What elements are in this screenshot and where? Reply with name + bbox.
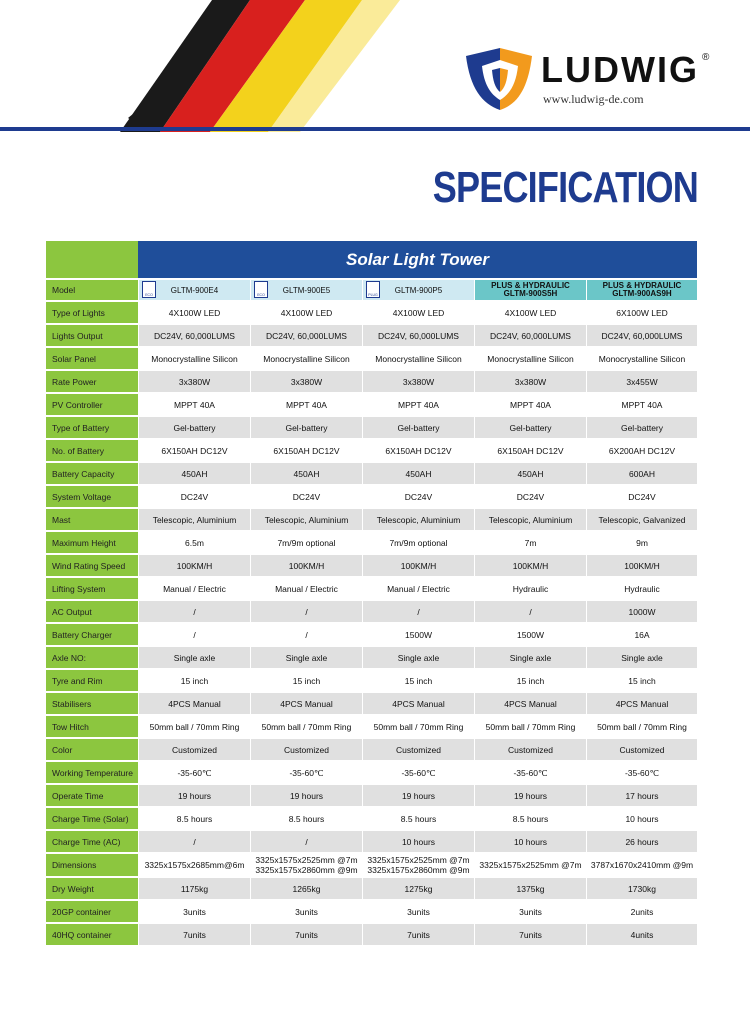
table-cell: DC24V, 60,000LUMS [251, 325, 362, 346]
table-cell: Customized [363, 739, 474, 760]
model-cell [139, 280, 250, 300]
table-cell: MPPT 40A [587, 394, 697, 415]
table-cell: Monocrystalline Silicon [139, 348, 250, 369]
registered-mark: ® [702, 52, 710, 63]
table-cell: Gel-battery [363, 417, 474, 438]
table-cell: DC24V [363, 486, 474, 507]
spec-table [46, 241, 697, 945]
table-cell: Manual / Electric [251, 578, 362, 599]
table-cell: 19 hours [251, 785, 362, 806]
table-cell: 4PCS Manual [139, 693, 250, 714]
table-row [46, 394, 697, 415]
model-cell [363, 280, 474, 300]
table-cell: / [139, 831, 250, 852]
table-cell: Telescopic, Galvanized [587, 509, 697, 530]
table-cell: 450AH [251, 463, 362, 484]
table-cell: / [363, 601, 474, 622]
table-cell: 100KM/H [587, 555, 697, 576]
table-cell: 6X200AH DC12V [587, 440, 697, 461]
table-cell: 50mm ball / 70mm Ring [139, 716, 250, 737]
table-cell: DC24V [475, 486, 586, 507]
table-cell: 15 inch [139, 670, 250, 691]
table-cell: DC24V [251, 486, 362, 507]
table-cell: 15 inch [363, 670, 474, 691]
table-cell: 3x380W [475, 371, 586, 392]
row-label: Charge Time (AC) [46, 831, 138, 852]
table-cell: 9m [587, 532, 697, 553]
table-cell: 8.5 hours [363, 808, 474, 829]
table-cell: 1275kg [363, 878, 474, 899]
table-row [46, 463, 697, 484]
table-cell: 7m/9m optional [251, 532, 362, 553]
row-label: Tow Hitch [46, 716, 138, 737]
table-cell: 6.5m [139, 532, 250, 553]
spec-rows [46, 302, 697, 945]
table-cell: Hydraulic [475, 578, 586, 599]
row-label: Maximum Height [46, 532, 138, 553]
table-cell: 1500W [475, 624, 586, 645]
table-cell: 100KM/H [139, 555, 250, 576]
table-cell: 15 inch [251, 670, 362, 691]
table-cell: 4PCS Manual [251, 693, 362, 714]
table-row [46, 371, 697, 392]
table-row [46, 924, 697, 945]
table-cell: 4units [587, 924, 697, 945]
table-row [46, 785, 697, 806]
table-cell: 7units [251, 924, 362, 945]
table-row [46, 417, 697, 438]
table-cell: 3325x1575x2525mm @7m [475, 854, 586, 876]
table-cell: DC24V [587, 486, 697, 507]
model-code: GLTM-900AS9H [612, 289, 672, 298]
row-label: Stabilisers [46, 693, 138, 714]
badge-label: ECO [257, 293, 265, 297]
table-cell: Single axle [251, 647, 362, 668]
table-cell: / [251, 831, 362, 852]
row-label: 40HQ container [46, 924, 138, 945]
table-cell: 7units [139, 924, 250, 945]
table-cell: 6X150AH DC12V [139, 440, 250, 461]
table-cell: 6X150AH DC12V [251, 440, 362, 461]
table-cell: 3325x1575x2525mm @7m 3325x1575x2860mm @9m [251, 854, 362, 876]
table-cell: Gel-battery [251, 417, 362, 438]
table-cell: Customized [475, 739, 586, 760]
table-cell: 1175kg [139, 878, 250, 899]
table-cell: 19 hours [475, 785, 586, 806]
table-row [46, 670, 697, 691]
table-row [46, 647, 697, 668]
table-cell: 3x455W [587, 371, 697, 392]
table-cell: MPPT 40A [475, 394, 586, 415]
table-cell: 100KM/H [251, 555, 362, 576]
row-label: Dimensions [46, 854, 138, 876]
table-header-row [46, 241, 697, 278]
table-cell: Monocrystalline Silicon [475, 348, 586, 369]
row-label: AC Output [46, 601, 138, 622]
table-cell: Gel-battery [587, 417, 697, 438]
table-cell: 4X100W LED [251, 302, 362, 323]
table-cell: 10 hours [363, 831, 474, 852]
table-cell: 3x380W [251, 371, 362, 392]
table-row [46, 348, 697, 369]
table-cell: 4X100W LED [139, 302, 250, 323]
table-row [46, 601, 697, 622]
table-cell: Monocrystalline Silicon [587, 348, 697, 369]
table-cell: 4PCS Manual [475, 693, 586, 714]
table-cell: 3x380W [139, 371, 250, 392]
row-label: Wind Rating Speed [46, 555, 138, 576]
table-cell: Telescopic, Aluminium [363, 509, 474, 530]
table-cell: 8.5 hours [251, 808, 362, 829]
table-cell: / [475, 601, 586, 622]
table-cell: 50mm ball / 70mm Ring [587, 716, 697, 737]
table-cell: DC24V, 60,000LUMS [475, 325, 586, 346]
table-row [46, 739, 697, 760]
table-cell: Telescopic, Aluminium [475, 509, 586, 530]
table-row [46, 808, 697, 829]
table-cell: Gel-battery [139, 417, 250, 438]
table-cell: 1265kg [251, 878, 362, 899]
table-cell: Single axle [363, 647, 474, 668]
table-cell: -35-60℃ [139, 762, 250, 783]
table-row [46, 854, 697, 876]
table-cell: 4PCS Manual [587, 693, 697, 714]
table-cell: 8.5 hours [475, 808, 586, 829]
badge-label: ECO [145, 293, 153, 297]
german-flag-graphic [0, 0, 420, 132]
table-cell: Telescopic, Aluminium [139, 509, 250, 530]
table-cell: 3325x1575x2685mm@6m [139, 854, 250, 876]
table-cell: MPPT 40A [363, 394, 474, 415]
row-label: Axle NO: [46, 647, 138, 668]
header-spacer [46, 241, 138, 278]
table-cell: Monocrystalline Silicon [251, 348, 362, 369]
row-label: Battery Capacity [46, 463, 138, 484]
table-cell: Customized [139, 739, 250, 760]
row-label: Tyre and Rim [46, 670, 138, 691]
row-label: Lights Output [46, 325, 138, 346]
table-cell: -35-60℃ [475, 762, 586, 783]
table-cell: Customized [251, 739, 362, 760]
row-label: Solar Panel [46, 348, 138, 369]
table-cell: Gel-battery [475, 417, 586, 438]
row-label: Model [46, 280, 138, 300]
table-cell: 7units [475, 924, 586, 945]
row-label: Color [46, 739, 138, 760]
table-cell: 3325x1575x2525mm @7m 3325x1575x2860mm @9m [363, 854, 474, 876]
table-cell: 50mm ball / 70mm Ring [475, 716, 586, 737]
table-cell: 1500W [363, 624, 474, 645]
row-label: Mast [46, 509, 138, 530]
battery-icon [254, 281, 268, 298]
table-title: Solar Light Tower [138, 241, 697, 278]
model-cell [587, 280, 697, 300]
table-cell: DC24V, 60,000LUMS [139, 325, 250, 346]
website-link[interactable]: www.ludwig-de.com [543, 92, 644, 106]
model-name: GLTM-900E4 [170, 285, 219, 295]
table-cell: 15 inch [475, 670, 586, 691]
model-name: PLUS & HYDRAULIC [491, 281, 570, 290]
header-divider-line [0, 127, 750, 131]
row-label: 20GP container [46, 901, 138, 922]
table-cell: 19 hours [139, 785, 250, 806]
table-cell: 3units [251, 901, 362, 922]
model-name: GLTM-900P5 [394, 285, 443, 295]
model-cell [251, 280, 362, 300]
table-row [46, 509, 697, 530]
row-label: System Voltage [46, 486, 138, 507]
table-cell: 3units [475, 901, 586, 922]
table-cell: MPPT 40A [251, 394, 362, 415]
table-cell: 3units [139, 901, 250, 922]
table-cell: 16A [587, 624, 697, 645]
table-cell: 17 hours [587, 785, 697, 806]
ludwig-shield-logo-icon [462, 46, 536, 112]
table-cell: MPPT 40A [139, 394, 250, 415]
table-cell: 6X150AH DC12V [363, 440, 474, 461]
table-cell: 450AH [139, 463, 250, 484]
table-row [46, 716, 697, 737]
table-row [46, 555, 697, 576]
table-row [46, 325, 697, 346]
badge-label: PLUG [368, 293, 378, 297]
table-cell: 6X150AH DC12V [475, 440, 586, 461]
table-cell: / [251, 624, 362, 645]
row-label: No. of Battery [46, 440, 138, 461]
table-cell: Customized [587, 739, 697, 760]
table-cell: -35-60℃ [363, 762, 474, 783]
table-cell: Telescopic, Aluminium [251, 509, 362, 530]
row-label: Type of Lights [46, 302, 138, 323]
page-title: SPECIFICATION [432, 163, 698, 212]
table-cell: 19 hours [363, 785, 474, 806]
table-cell: 4X100W LED [363, 302, 474, 323]
table-cell: 10 hours [587, 808, 697, 829]
table-cell: / [139, 601, 250, 622]
table-row [46, 878, 697, 899]
table-cell: 4PCS Manual [363, 693, 474, 714]
table-row [46, 901, 697, 922]
table-cell: 3x380W [363, 371, 474, 392]
table-row [46, 624, 697, 645]
table-cell: 1375kg [475, 878, 586, 899]
table-cell: DC24V, 60,000LUMS [587, 325, 697, 346]
table-cell: 2units [587, 901, 697, 922]
table-cell: 4X100W LED [475, 302, 586, 323]
brand-name: LUDWIG [541, 49, 699, 90]
table-row [46, 532, 697, 553]
table-cell: 3units [363, 901, 474, 922]
table-cell: 7m [475, 532, 586, 553]
table-cell: Manual / Electric [139, 578, 250, 599]
table-row [46, 693, 697, 714]
table-cell: Single axle [475, 647, 586, 668]
row-label: Operate Time [46, 785, 138, 806]
table-cell: -35-60℃ [587, 762, 697, 783]
row-label: Lifting System [46, 578, 138, 599]
table-cell: DC24V, 60,000LUMS [363, 325, 474, 346]
table-cell: Single axle [587, 647, 697, 668]
table-cell: 1000W [587, 601, 697, 622]
row-label: Dry Weight [46, 878, 138, 899]
table-row [46, 578, 697, 599]
table-cell: 10 hours [475, 831, 586, 852]
table-row [46, 831, 697, 852]
table-cell: 450AH [475, 463, 586, 484]
table-row [46, 762, 697, 783]
model-row [46, 280, 697, 300]
table-cell: DC24V [139, 486, 250, 507]
model-code: GLTM-900S5H [503, 289, 558, 298]
table-row [46, 486, 697, 507]
table-cell: 1730kg [587, 878, 697, 899]
table-cell: 100KM/H [363, 555, 474, 576]
table-row [46, 302, 697, 323]
table-cell: / [251, 601, 362, 622]
table-row [46, 440, 697, 461]
plug-icon [366, 281, 380, 298]
table-cell: 7m/9m optional [363, 532, 474, 553]
table-cell: 50mm ball / 70mm Ring [251, 716, 362, 737]
table-cell: -35-60℃ [251, 762, 362, 783]
table-cell: 7units [363, 924, 474, 945]
table-cell: 50mm ball / 70mm Ring [363, 716, 474, 737]
model-cell [475, 280, 586, 300]
table-cell: 26 hours [587, 831, 697, 852]
table-cell: 600AH [587, 463, 697, 484]
row-label: PV Controller [46, 394, 138, 415]
battery-icon [142, 281, 156, 298]
row-label: Rate Power [46, 371, 138, 392]
table-cell: Hydraulic [587, 578, 697, 599]
row-label: Working Temperature [46, 762, 138, 783]
table-cell: Monocrystalline Silicon [363, 348, 474, 369]
table-cell: 8.5 hours [139, 808, 250, 829]
table-cell: 450AH [363, 463, 474, 484]
row-label: Battery Charger [46, 624, 138, 645]
table-cell: 15 inch [587, 670, 697, 691]
table-cell: 3787x1670x2410mm @9m [587, 854, 697, 876]
table-cell: / [139, 624, 250, 645]
table-cell: 6X100W LED [587, 302, 697, 323]
model-name: PLUS & HYDRAULIC [602, 281, 682, 290]
table-cell: Single axle [139, 647, 250, 668]
table-cell: 100KM/H [475, 555, 586, 576]
row-label: Charge Time (Solar) [46, 808, 138, 829]
row-label: Type of Battery [46, 417, 138, 438]
model-name: GLTM-900E5 [282, 285, 331, 295]
table-cell: Manual / Electric [363, 578, 474, 599]
